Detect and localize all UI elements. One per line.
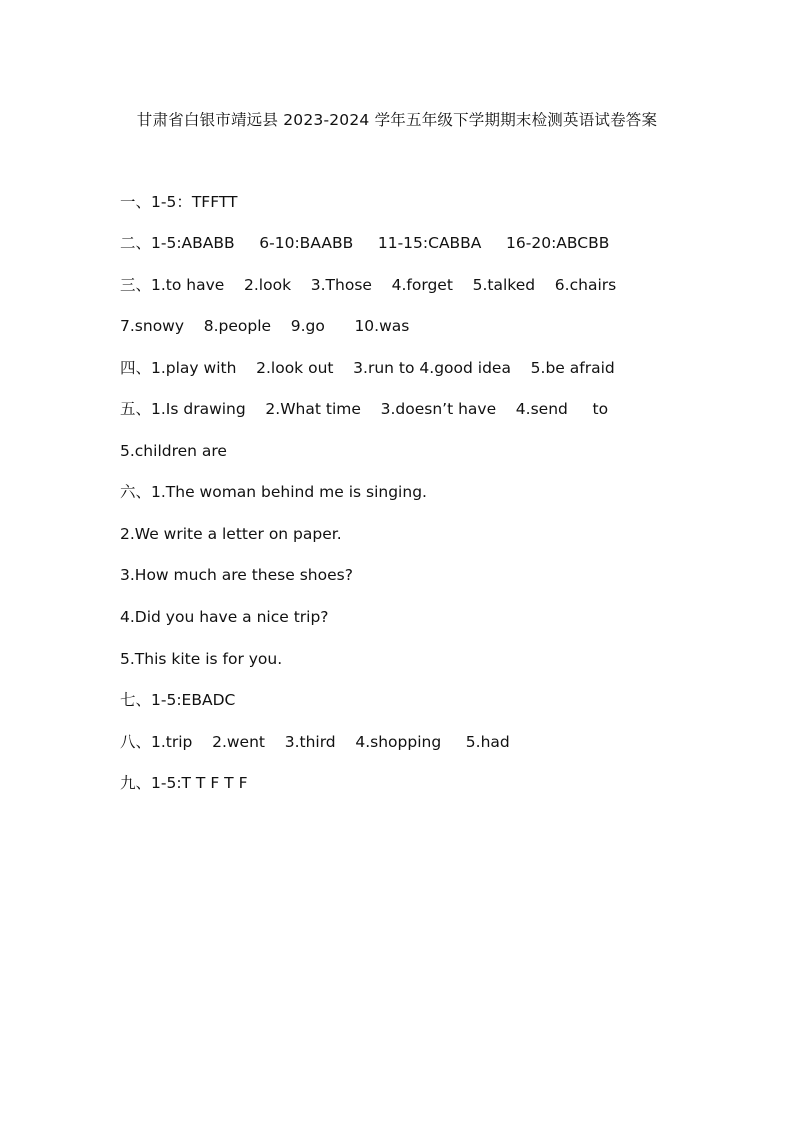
document-title: 甘肃省白银市靖远县 2023-2024 学年五年级下学期期末检测英语试卷答案 (136, 111, 658, 129)
answer-line-section-6-item-3: 3.How much are these shoes? (120, 566, 353, 584)
answer-line-section-3-cont: 7.snowy 8.people 9.go 10.was (120, 317, 410, 335)
answer-line-section-4: 四、1.play with 2.look out 3.run to 4.good idea 5.be afraid (120, 359, 615, 377)
answer-line-section-6: 六、1.The woman behind me is singing. (120, 483, 427, 501)
answer-line-section-5: 五、1.Is drawing 2.What time 3.doesn’t have 4.send to (120, 400, 609, 418)
answer-line-section-6-item-2: 2.We write a letter on paper. (120, 525, 342, 543)
answer-line-section-8: 八、1.trip 2.went 3.third 4.shopping 5.had (120, 733, 510, 751)
answer-line-section-6-item-5: 5.This kite is for you. (120, 650, 283, 668)
answer-line-section-2: 二、1-5:ABABB 6-10:BAABB 11-15:CABBA 16-20:ABCBB (120, 234, 610, 252)
answer-line-section-9: 九、1-5:T T F T F (120, 774, 248, 792)
answer-line-section-7: 七、1-5:EBADC (120, 691, 236, 709)
answer-line-section-1: 一、1-5：TFFTT (120, 193, 238, 211)
answer-line-section-6-item-4: 4.Did you have a nice trip? (120, 608, 329, 626)
answer-line-section-5-cont: 5.children are (120, 442, 227, 460)
answer-line-section-3: 三、1.to have 2.look 3.Those 4.forget 5.talked 6.chairs (120, 276, 617, 294)
